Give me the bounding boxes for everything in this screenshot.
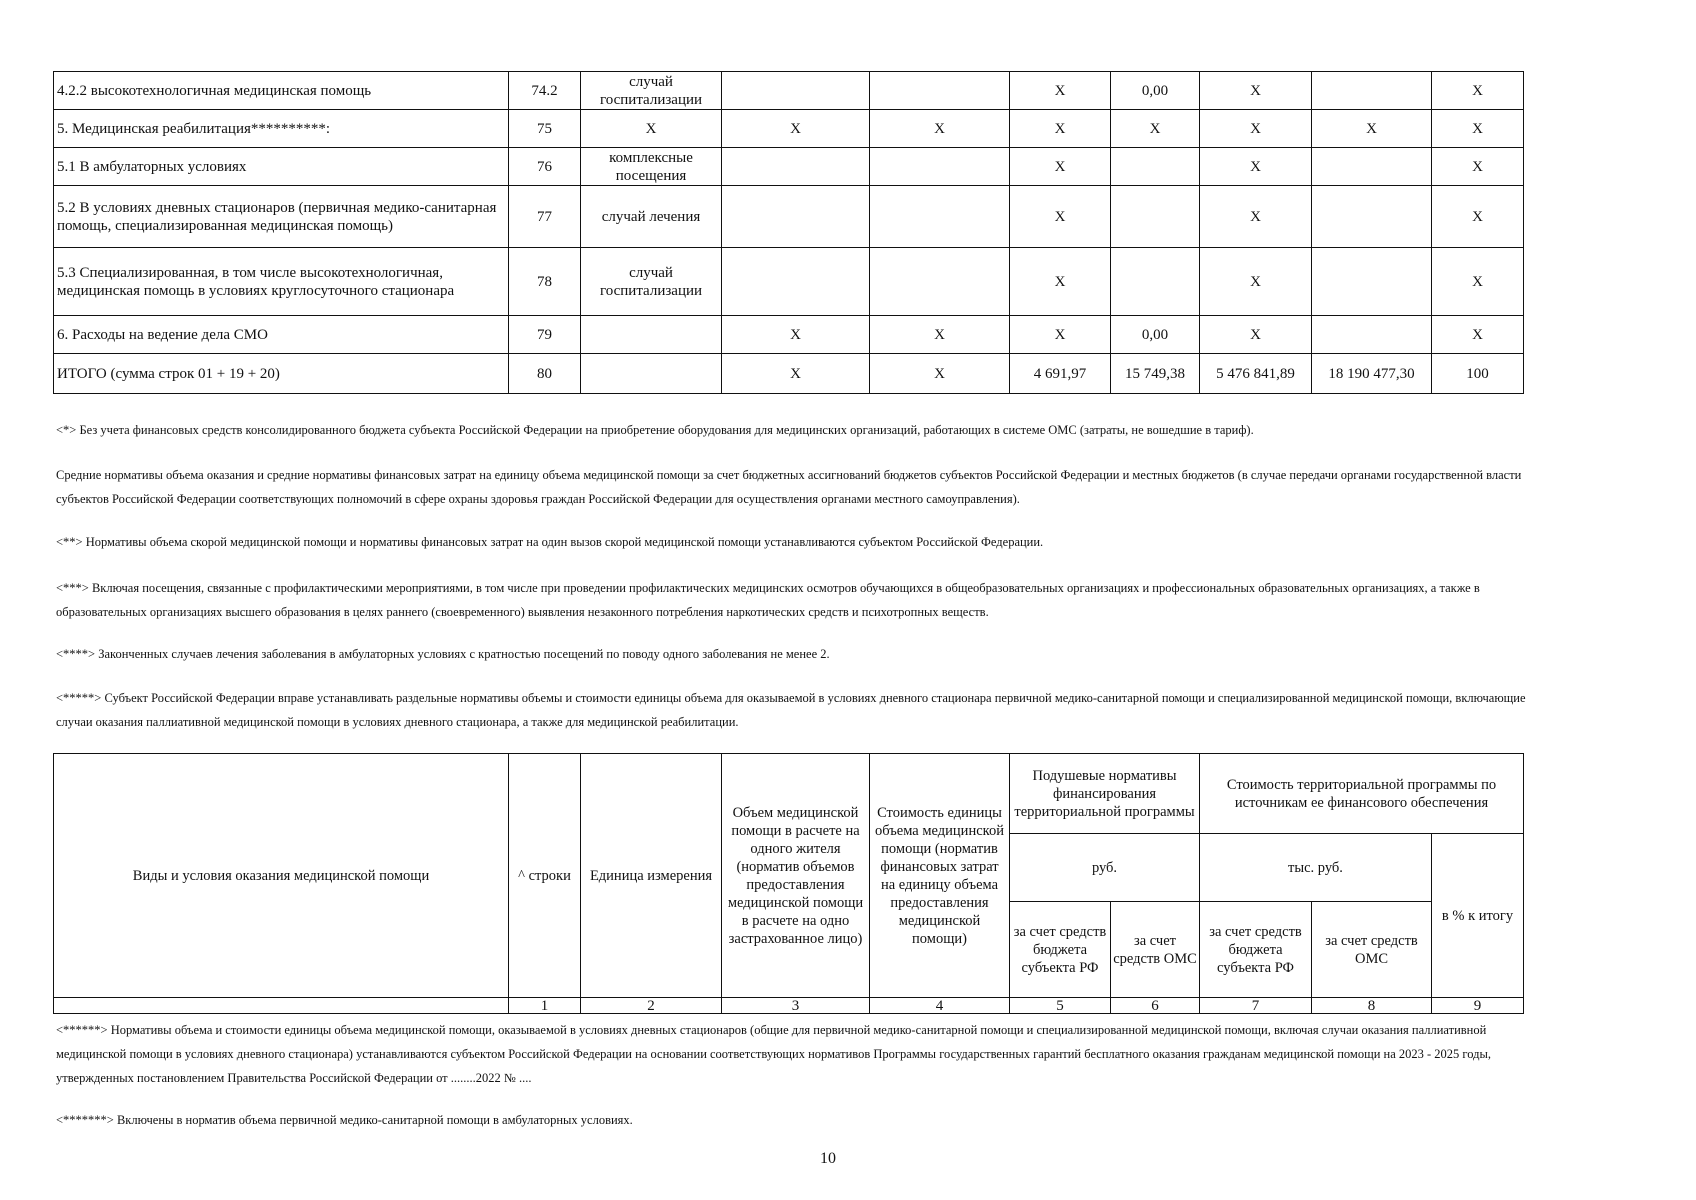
footnote: <**> Нормативы объема скорой медицинской помощи и нормативы финансовых затрат на один вызов скорой медицинской помощи устанавливаются субъектом Российской Федерации. bbox=[56, 535, 1044, 549]
cell: 4 691,97 bbox=[1010, 354, 1111, 394]
cell: X bbox=[1010, 148, 1111, 186]
table-row bbox=[54, 316, 1524, 354]
cell: X bbox=[1200, 248, 1312, 316]
row-name: 5.3 Специализированная, в том числе высокотехнологичная, медицинская помощь в условиях круглосуточного стационара bbox=[54, 248, 509, 316]
cell: X bbox=[1432, 148, 1524, 186]
cell bbox=[722, 186, 870, 248]
cell: X bbox=[1111, 110, 1200, 148]
row-name: 5.1 В амбулаторных условиях bbox=[54, 148, 509, 186]
cell bbox=[870, 148, 1010, 186]
col-header-7: за счет средств бюджета субъекта РФ bbox=[1200, 902, 1312, 998]
col-number: 4 bbox=[870, 998, 1010, 1014]
cell: X bbox=[1200, 110, 1312, 148]
cell: 18 190 477,30 bbox=[1312, 354, 1432, 394]
cell: X bbox=[1312, 110, 1432, 148]
col-number: 1 bbox=[509, 998, 581, 1014]
cell: X bbox=[870, 316, 1010, 354]
row-number: 76 bbox=[509, 148, 581, 186]
page-number: 10 bbox=[820, 1150, 836, 1167]
unit-rub: руб. bbox=[1010, 834, 1200, 902]
top-data-table bbox=[53, 71, 1524, 394]
cell bbox=[1312, 248, 1432, 316]
table-row-total bbox=[54, 354, 1524, 394]
row-unit bbox=[581, 354, 722, 394]
row-unit: случай лечения bbox=[581, 186, 722, 248]
cell bbox=[870, 248, 1010, 316]
group-header-percap: Подушевые нормативы финансирования территориальной программы bbox=[1010, 754, 1200, 834]
cell bbox=[1111, 248, 1200, 316]
col-header-cost: Стоимость единицы объема медицинской помощи (норматив финансовых затрат на единицу объема предоставления медицинской помощи) bbox=[870, 754, 1010, 998]
row-unit: X bbox=[581, 110, 722, 148]
row-unit: случай госпитализации bbox=[581, 72, 722, 110]
cell: X bbox=[722, 110, 870, 148]
footnote: Средние нормативы объема оказания и средние нормативы финансовых затрат на единицу объема медицинской помощи за счет бюджетных ассигнований бюджетов субъектов Российской Федерации и местных бюджетов (в случае передачи органами государственной власти субъектов Российской Федерации соответствующих полномочий в сфере охраны здоровья граждан Российской Федерации для осуществления органами местного самоуправления). bbox=[56, 468, 1522, 506]
row-number: 78 bbox=[509, 248, 581, 316]
row-name: ИТОГО (сумма строк 01 + 19 + 20) bbox=[54, 354, 509, 394]
cell bbox=[1111, 148, 1200, 186]
cell: 5 476 841,89 bbox=[1200, 354, 1312, 394]
footnotes bbox=[56, 418, 1556, 738]
col-header-6: за счет средств ОМС bbox=[1111, 902, 1200, 998]
table-row bbox=[54, 72, 1524, 110]
row-unit: случай госпитализации bbox=[581, 248, 722, 316]
col-number: 6 bbox=[1111, 998, 1200, 1014]
cell bbox=[1312, 186, 1432, 248]
table-row bbox=[54, 148, 1524, 186]
cell: 0,00 bbox=[1111, 72, 1200, 110]
col-number: 2 bbox=[581, 998, 722, 1014]
header-table bbox=[53, 753, 1524, 1014]
cell: X bbox=[1432, 72, 1524, 110]
footnote: <***> Включая посещения, связанные с профилактическими мероприятиями, в том числе при проведении профилактических медицинских осмотров обучающихся в общеобразовательных организациях и профессиональных образовательных организациях, а также в образовательных организациях высшего образования в целях раннего (своевременного) выявления незаконного потребления наркотических средств и психотропных веществ. bbox=[56, 581, 1480, 619]
unit-thousand-rub: тыс. руб. bbox=[1200, 834, 1432, 902]
cell: X bbox=[1010, 110, 1111, 148]
footnote: <*****> Субъект Российской Федерации вправе устанавливать раздельные нормативы объемы и стоимости единицы объема для оказываемой в условиях дневного стационара первичной медико-санитарной помощи и специализированной медицинской помощи, включающие случаи оказания паллиативной медицинской помощи в условиях дневного стационара, а также для медицинской реабилитации. bbox=[56, 691, 1526, 729]
cell bbox=[1111, 186, 1200, 248]
cell bbox=[1312, 72, 1432, 110]
row-number: 75 bbox=[509, 110, 581, 148]
row-name: 5.2 В условиях дневных стационаров (первичная медико-санитарная помощь, специализированная медицинская помощь) bbox=[54, 186, 509, 248]
group-header-cost: Стоимость территориальной программы по источникам ее финансового обеспечения bbox=[1200, 754, 1524, 834]
footnote: <****> Законченных случаев лечения заболевания в амбулаторных условиях с кратностью посещений по поводу одного заболевания не менее 2. bbox=[56, 647, 830, 661]
cell bbox=[870, 72, 1010, 110]
row-unit bbox=[581, 316, 722, 354]
cell: X bbox=[1432, 248, 1524, 316]
footnotes-bottom bbox=[56, 1018, 1556, 1138]
cell bbox=[722, 72, 870, 110]
cell: X bbox=[722, 354, 870, 394]
col-number: 3 bbox=[722, 998, 870, 1014]
col-header-name: Виды и условия оказания медицинской помощи bbox=[54, 754, 509, 998]
row-number: 77 bbox=[509, 186, 581, 248]
cell bbox=[1312, 148, 1432, 186]
cell: X bbox=[870, 354, 1010, 394]
cell: X bbox=[1432, 186, 1524, 248]
col-number: 8 bbox=[1312, 998, 1432, 1014]
cell: X bbox=[1010, 72, 1111, 110]
col-header-5: за счет средств бюджета субъекта РФ bbox=[1010, 902, 1111, 998]
col-number-blank bbox=[54, 998, 509, 1014]
table-row bbox=[54, 248, 1524, 316]
col-header-8: за счет средств ОМС bbox=[1312, 902, 1432, 998]
row-name: 4.2.2 высокотехнологичная медицинская помощь bbox=[54, 72, 509, 110]
col-number: 5 bbox=[1010, 998, 1111, 1014]
col-header-percent: в % к итогу bbox=[1432, 834, 1524, 998]
cell: 15 749,38 bbox=[1111, 354, 1200, 394]
cell: X bbox=[1200, 148, 1312, 186]
cell: X bbox=[1010, 186, 1111, 248]
row-number: 80 bbox=[509, 354, 581, 394]
footnote: <******> Нормативы объема и стоимости единицы объема медицинской помощи, оказываемой в условиях дневных стационаров (общие для первичной медико-санитарной помощи и специализированной медицинской помощи, включая случаи оказания паллиативной медицинской помощи в условиях дневного стационара) устанавливаются субъектом Российской Федерации на основании соответствующих нормативов Программы государственных гарантий бесплатного оказания гражданам медицинской помощи на 2023 - 2025 годы, утвержденных постановлением Правительства Российской Федерации от ........2022 № .... bbox=[56, 1023, 1492, 1085]
col-header-volume: Объем медицинской помощи в расчете на одного жителя (норматив объемов предоставления медицинской помощи в расчете на одно застрахованное лицо) bbox=[722, 754, 870, 998]
row-number: 74.2 bbox=[509, 72, 581, 110]
cell: X bbox=[1200, 316, 1312, 354]
col-header-number: ^ строки bbox=[509, 754, 581, 998]
cell: 0,00 bbox=[1111, 316, 1200, 354]
cell: X bbox=[1200, 186, 1312, 248]
row-name: 5. Медицинская реабилитация**********: bbox=[54, 110, 509, 148]
col-number: 9 bbox=[1432, 998, 1524, 1014]
table-row bbox=[54, 110, 1524, 148]
col-number: 7 bbox=[1200, 998, 1312, 1014]
row-unit: комплексные посещения bbox=[581, 148, 722, 186]
footnote: <*> Без учета финансовых средств консолидированного бюджета субъекта Российской Федерации на приобретение оборудования для медицинских организаций, работающих в системе ОМС (затраты, не вошедшие в тариф). bbox=[56, 423, 1254, 437]
row-number: 79 bbox=[509, 316, 581, 354]
cell bbox=[870, 186, 1010, 248]
cell: 100 bbox=[1432, 354, 1524, 394]
row-name: 6. Расходы на ведение дела СМО bbox=[54, 316, 509, 354]
cell bbox=[1312, 316, 1432, 354]
footnote: <*******> Включены в норматив объема первичной медико-санитарной помощи в амбулаторных условиях. bbox=[56, 1113, 633, 1127]
cell: X bbox=[1200, 72, 1312, 110]
cell: X bbox=[1010, 248, 1111, 316]
cell: X bbox=[722, 316, 870, 354]
table-row bbox=[54, 186, 1524, 248]
cell bbox=[722, 148, 870, 186]
cell: X bbox=[1010, 316, 1111, 354]
cell: X bbox=[870, 110, 1010, 148]
cell: X bbox=[1432, 316, 1524, 354]
col-header-unit: Единица измерения bbox=[581, 754, 722, 998]
cell: X bbox=[1432, 110, 1524, 148]
cell bbox=[722, 248, 870, 316]
